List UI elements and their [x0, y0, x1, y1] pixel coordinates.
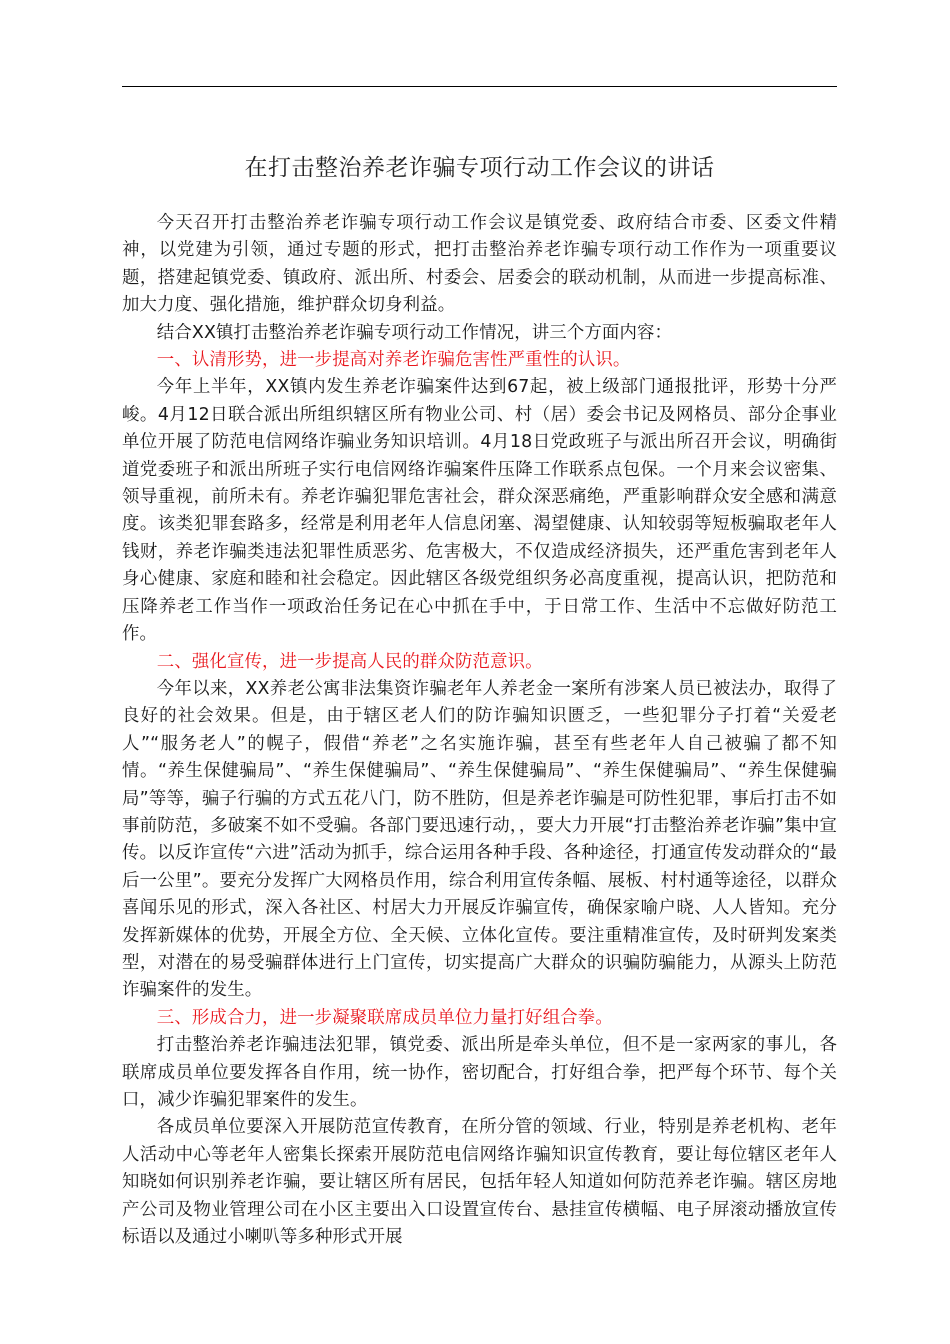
document-title: 在打击整治养老诈骗专项行动工作会议的讲话	[244, 155, 715, 181]
section-heading-2: 二、强化宣传，进一步提高人民的群众防范意识。	[156, 651, 543, 672]
paragraph-section-3a: 打击整治养老诈骗违法犯罪，镇党委、派出所是牵头单位，但不是一家两家的事儿，各联席成员单位要发挥各自作用，统一协作，密切配合，打好组合拳，把严每个环节、每个关口，减少诈骗犯罪案件的发生。	[122, 1035, 837, 1110]
paragraph-section-1: 今年上半年，XX镇内发生养老诈骗案件达到67起，被上级部门通报批评，形势十分严峻。4月12日联合派出所组织辖区所有物业公司、村（居）委会书记及网格员、部分企事业单位开展了防范电信网络诈骗业务知识培训。4月18日党政班子与派出所召开会议，明确街道党委班子和派出所班子实行电信网络诈骗案件压降工作联系点包保。一个月来会议密集、领导重视，前所未有。养老诈骗犯罪危害社会，群众深恶痛绝，严重影响群众安全感和满意度。该类犯罪套路多，经常是利用老年人信息闭塞、渴望健康、认知较弱等短板骗取老年人钱财，养老诈骗类违法犯罪性质恶劣、危害极大，不仅造成经济损失，还严重危害到老年人身心健康、家庭和睦和社会稳定。因此辖区各级党组织务必高度重视，提高认识，把防范和压降养老工作当作一项政治任务记在心中抓在手中，于日常工作、生活中不忘做好防范工作。	[122, 377, 837, 645]
section-heading-3: 三、形成合力，进一步凝聚联席成员单位力量打好组合拳。	[156, 1007, 613, 1028]
paragraph-section-2: 今年以来，XX养老公寓非法集资诈骗老年人养老金一案所有涉案人员已被法办，取得了良好的社会效果。但是，由于辖区老人们的防诈骗知识匮乏，一些犯罪分子打着“关爱老人”“服务老人”的幌子，假借“养老”之名实施诈骗，甚至有些老年人自己被骗了都不知情。“养生保健骗局”、“养生保健骗局”、“养生保健骗局”、“养生保健骗局”、“养生保健骗局”等等，骗子行骗的方式五花八门，防不胜防，但是养老诈骗是可防性犯罪，事后打击不如事前防范，多破案不如不受骗。各部门要迅速行动，，要大力开展“打击整治养老诈骗”集中宣传。以反诈宣传“六进”活动为抓手，综合运用各种手段、各种途径，打通宣传发动群众的“最后一公里”。要充分发挥广大网格员作用，综合利用宣传条幅、展板、村村通等途径，以群众喜闻乐见的形式，深入各社区、村居大力开展反诈骗宣传，确保家喻户晓、人人皆知。充分发挥新媒体的优势，开展全方位、全天候、立体化宣传。要注重精准宣传，及时研判发案类型，对潜在的易受骗群体进行上门宣传，切实提高广大群众的识骗防骗能力，从源头上防范诈骗案件的发生。	[122, 678, 837, 1001]
header-rule	[122, 86, 837, 87]
paragraph-intro: 今天召开打击整治养老诈骗专项行动工作会议是镇党委、政府结合市委、区委文件精神，以党建为引领，通过专题的形式，把打击整治养老诈骗专项行动工作作为一项重要议题，搭建起镇党委、镇政府、派出所、村委会、居委会的联动机制，从而进一步提高标准、加大力度、强化措施，维护群众切身利益。	[122, 213, 837, 316]
document-body	[122, 210, 837, 1251]
paragraph-outline: 结合XX镇打击整治养老诈骗专项行动工作情况，讲三个方面内容：	[156, 322, 673, 343]
paragraph-section-3b: 各成员单位要深入开展防范宣传教育，在所分管的领域、行业，特别是养老机构、老年人活动中心等老年人密集长探索开展防范电信网络诈骗知识宣传教育，要让每位辖区老年人知晓如何识别养老诈骗，要让辖区所有居民，包括年轻人知道如何防范养老诈骗。辖区房地产公司及物业管理公司在小区主要出入口设置宣传台、悬挂宣传横幅、电子屏滚动播放宣传标语以及通过小喇叭等多种形式开展	[122, 1117, 837, 1248]
section-heading-1: 一、认清形势，进一步提高对养老诈骗危害性严重性的认识。	[156, 350, 631, 371]
